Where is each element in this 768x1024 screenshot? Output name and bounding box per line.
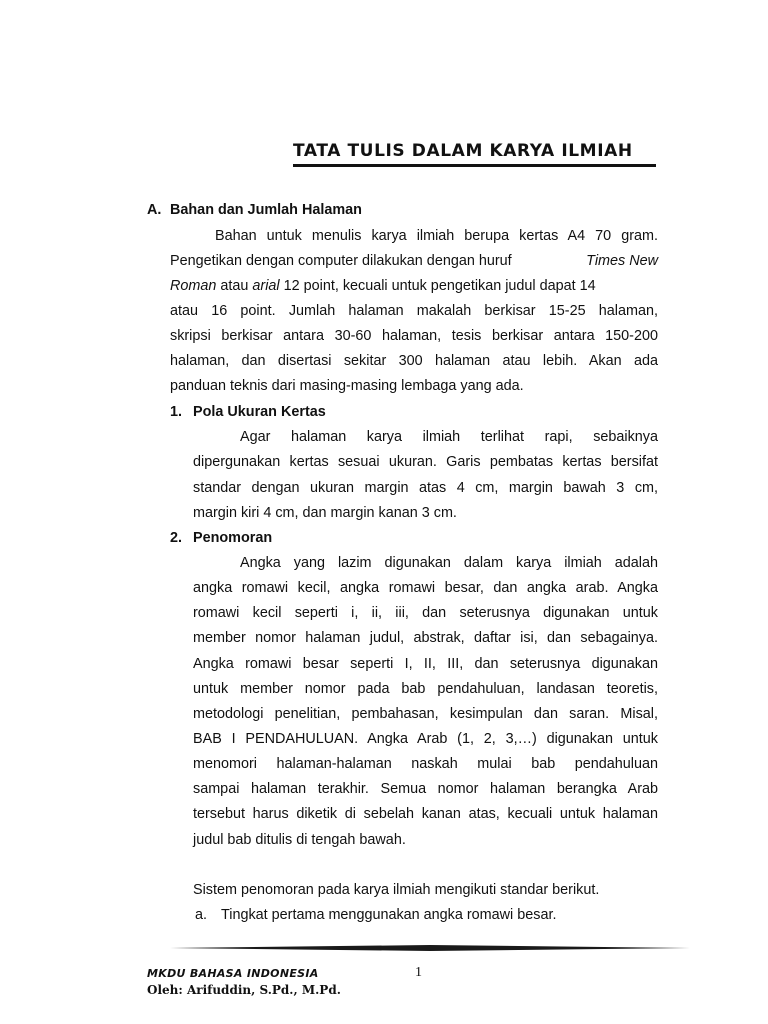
footer-course: MKDU BAHASA INDONESIA bbox=[147, 967, 319, 980]
section-a-line: atau 16 point. Jumlah halaman makalah berkisar 15-25 halaman, bbox=[170, 303, 658, 319]
item-2-line: metodologi penelitian, pembahasan, kesimpulan dan saran. Misal, bbox=[193, 706, 658, 722]
sub-item-a-text: Tingkat pertama menggunakan angka romawi besar. bbox=[221, 907, 557, 923]
text-run-italic: Roman bbox=[170, 278, 217, 294]
section-a-line bbox=[170, 252, 658, 270]
section-a-line: panduan teknis dari masing-masing lembaga yang ada. bbox=[170, 378, 524, 394]
item-2-line: member nomor halaman judul, abstrak, daftar isi, dan sebagainya. bbox=[193, 630, 658, 646]
item-2-line: BAB I PENDAHULUAN. Angka Arab (1, 2, 3,…) digunakan untuk bbox=[193, 731, 658, 747]
item-2-line: Angka romawi besar seperti I, II, III, dan seterusnya digunakan bbox=[193, 656, 658, 672]
item-2-line: menomori halaman-halaman naskah mulai bab pendahuluan bbox=[193, 756, 658, 772]
item-2-line: romawi kecil seperti i, ii, iii, dan seterusnya digunakan untuk bbox=[193, 605, 658, 621]
text-run: atau bbox=[216, 278, 253, 294]
footer-author: Oleh: Arifuddin, S.Pd., M.Pd. bbox=[147, 983, 341, 997]
section-a-line: Bahan untuk menulis karya ilmiah berupa kertas A4 70 gram. bbox=[215, 228, 658, 244]
item-2-line: angka romawi kecil, angka romawi besar, dan angka arab. Angka bbox=[193, 580, 658, 596]
item-2-line: sampai halaman terakhir. Semua nomor halaman berangka Arab bbox=[193, 781, 658, 797]
page-number: 1 bbox=[415, 965, 422, 980]
title-underline bbox=[293, 164, 656, 167]
item-2-marker: 2. bbox=[170, 530, 183, 546]
text-run-italic: Times New bbox=[586, 253, 658, 269]
text-run-italic: arial bbox=[252, 278, 280, 294]
text-run: Pengetikan dengan computer dilakukan dengan huruf bbox=[170, 253, 516, 269]
item-2-line: Angka yang lazim digunakan dalam karya ilmiah adalah bbox=[240, 555, 658, 571]
section-a-line: skripsi berkisar antara 30-60 halaman, tesis berkisar antara 150-200 bbox=[170, 328, 658, 344]
item-1-line: dipergunakan kertas sesuai ukuran. Garis pembatas kertas bersifat bbox=[193, 454, 658, 470]
item-2-heading: Penomoran bbox=[193, 530, 273, 546]
footer-divider bbox=[170, 945, 690, 951]
item-1-line: standar dengan ukuran margin atas 4 cm, margin bawah 3 cm, bbox=[193, 480, 658, 496]
item-2-line: untuk member nomor pada bab pendahuluan, landasan teoretis, bbox=[193, 681, 658, 697]
text-run: 12 point, kecuali untuk pengetikan judul dapat 14 bbox=[279, 278, 596, 294]
sub-item-a-marker: a. bbox=[195, 907, 208, 923]
item-1-marker: 1. bbox=[170, 404, 183, 420]
item-2-line: tersebut harus diketik di sebelah kanan atas, kecuali untuk halaman bbox=[193, 806, 658, 822]
section-a-line bbox=[170, 277, 658, 295]
section-a-line: halaman, dan disertasi sekitar 300 halaman atau lebih. Akan ada bbox=[170, 353, 658, 369]
item-1-line: margin kiri 4 cm, dan margin kanan 3 cm. bbox=[193, 505, 457, 521]
item-1-line: Agar halaman karya ilmiah terlihat rapi, sebaiknya bbox=[240, 429, 658, 445]
item-2-paragraph: Sistem penomoran pada karya ilmiah mengikuti standar berikut. bbox=[193, 882, 600, 898]
page-title: TATA TULIS DALAM KARYA ILMIAH bbox=[293, 141, 633, 161]
section-a-marker: A. bbox=[147, 202, 162, 218]
item-1-heading: Pola Ukuran Kertas bbox=[193, 404, 326, 420]
section-a-heading: Bahan dan Jumlah Halaman bbox=[170, 202, 362, 218]
item-2-line: judul bab ditulis di tengah bawah. bbox=[193, 832, 406, 848]
